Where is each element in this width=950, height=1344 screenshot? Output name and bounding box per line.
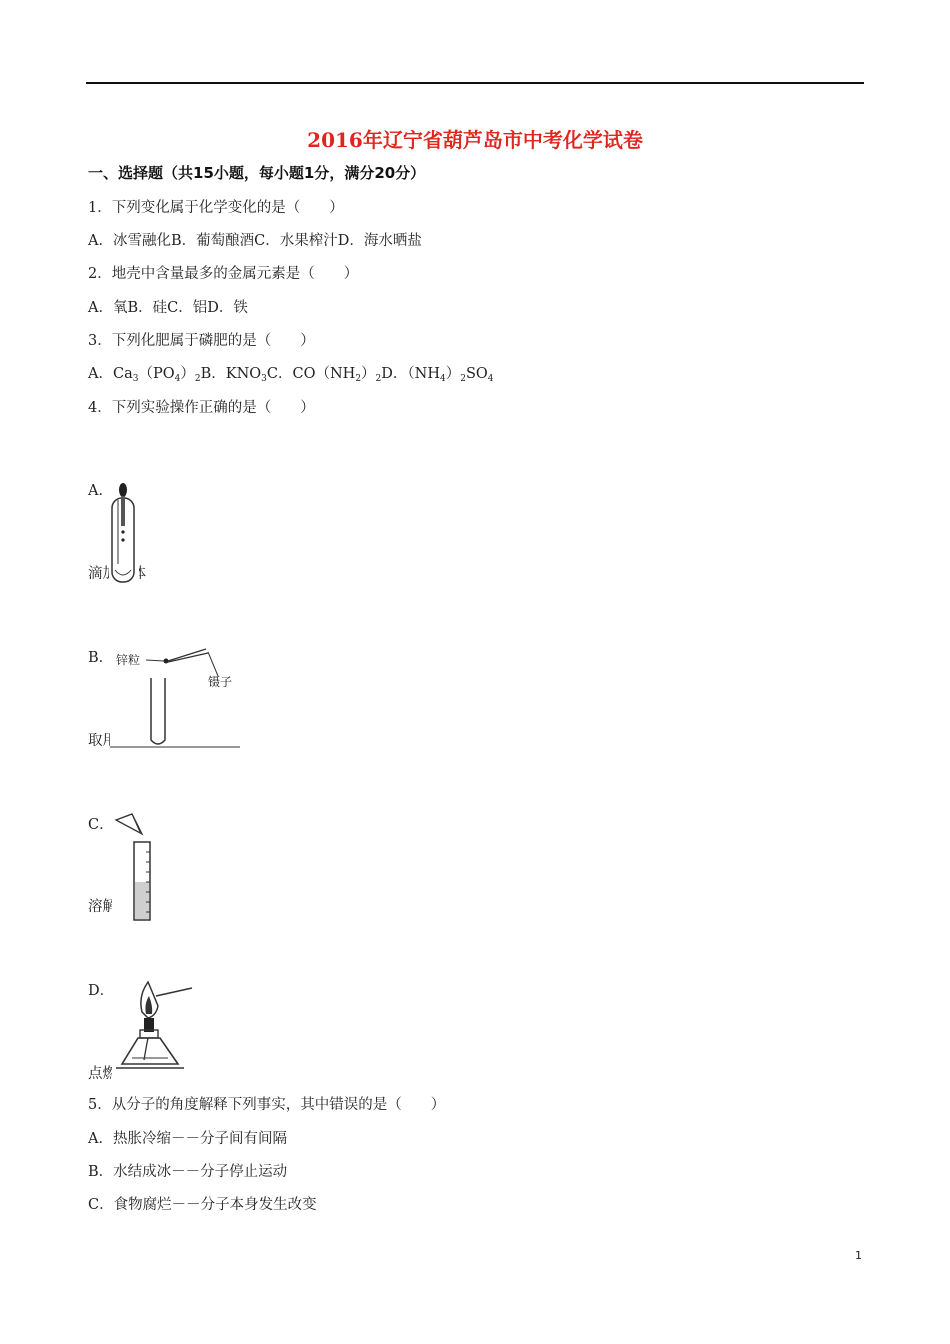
q2-options: A．氧B．硅C．铝D．铁 [88,300,248,316]
alcohol-lamp-figure [112,976,194,1080]
q3-stem: 3．下列化肥属于磷肥的是（ ） [88,333,315,349]
q1-stem: 1．下列变化属于化学变化的是（ ） [88,200,344,216]
zinc-granule-label: 锌粒 [116,653,141,667]
q4-d-caption: 点燃 [88,1066,117,1082]
q4-c-label: C． [88,817,114,833]
q5-stem: 5．从分子的角度解释下列事实，其中错误的是（ ） [88,1097,446,1113]
section-heading: 一、选择题（共15小题，每小题1分，满分20分） [88,164,426,182]
q5-option-b: B．水结成冰－－分子停止运动 [88,1164,288,1180]
page-title: 2016年辽宁省葫芦岛市中考化学试卷 [307,128,643,152]
q2-stem: 2．地壳中含量最多的金属元素是（ ） [88,266,359,282]
q3-options: A．$Ca_3(PO_4)_2B$．$KNO_3C$．$CO(NH_2)_2D$．$(NH_4)_2SO_4$ [88,366,494,384]
tweezers-test-tube-figure [110,644,242,750]
q4-a-label: A． [88,483,113,499]
q5-option-a: A．热胀冷缩－－分子间有间隔 [88,1131,287,1147]
q1-options: A．冰雪融化B．葡萄酿酒C．水果榨汁D．海水晒盐 [88,233,422,249]
q5-option-c: C．食物腐烂－－分子本身发生改变 [88,1197,317,1213]
tweezers-label: 镊子 [208,675,233,689]
q4-c-caption: 溶解 [88,899,117,915]
q4-b-caption: 取用 [88,733,117,749]
q4-b-label: B． [88,650,114,666]
dropper-test-tube-figure [109,480,139,584]
header-rule [86,82,864,84]
page-number: 1 [855,1249,862,1262]
q4-stem: 4．下列实验操作正确的是（ ） [88,400,315,416]
q4-d-label: D． [88,983,115,999]
graduated-cylinder-figure [112,812,158,924]
q4-a-caption: 滴加液体 [88,566,146,582]
